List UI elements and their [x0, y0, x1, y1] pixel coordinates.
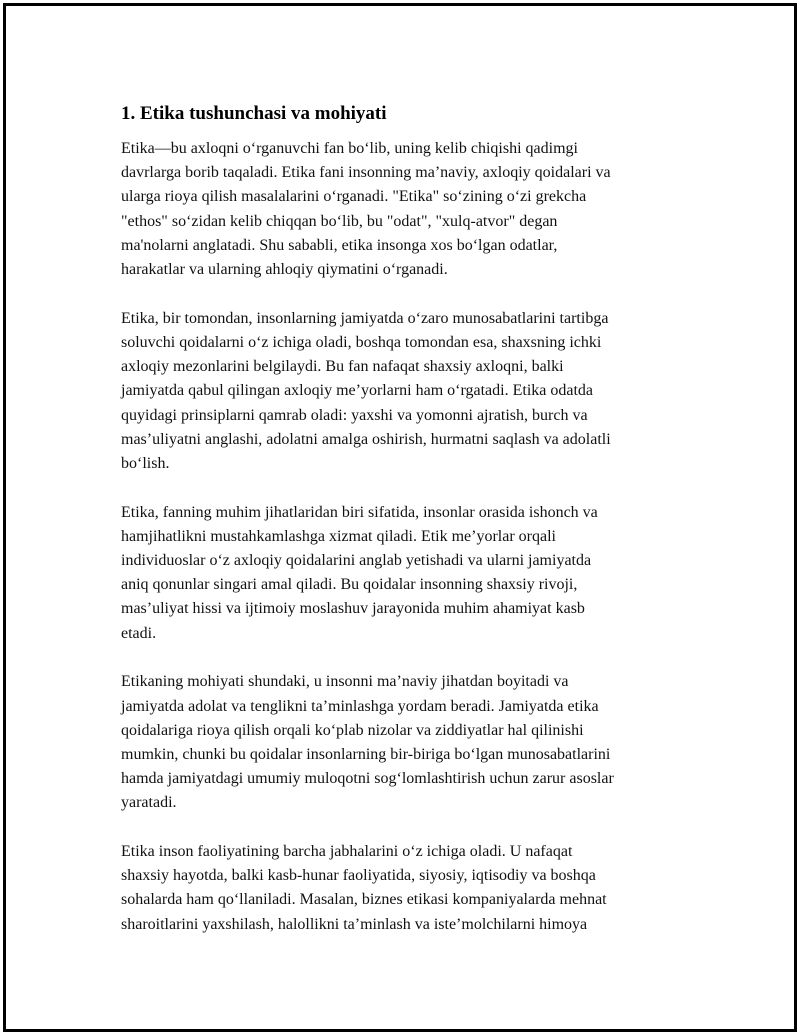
paragraph-1: Etika—bu axloqni o‘rganuvchi fan bo‘lib, uning kelib chiqishi qadimgi davrlarga borib taqaladi. Etika fani insonning ma’naviy, axloqiy qoidalari va ularga rioya qilish masalalarini o‘rganadi. "Etika" so‘zining o‘zi grekcha "ethos" so‘zidan kelib chiqqan bo‘lib, bu "odat", "xulq-atvor" degan ma'nolarni anglatadi. Shu sababli, etika insonga xos bo‘lgan odatlar, harakatlar va ularning ahloqiy qiymatini o‘rganadi.	[121, 140, 611, 279]
paragraph-5: Etika inson faoliyatining barcha jabhalarini o‘z ichiga oladi. U nafaqat shaxsiy hayotda, balki kasb-hunar faoliyatida, siyosiy, iqtisodiy va boshqa sohalarda ham qo‘llaniladi. Masalan, biznes etikasi kompaniyalarda mehnat sharoitlarini yaxshilash, halollikni ta’minlash va iste’molchilarni himoya	[121, 843, 607, 933]
paragraph-4: Etikaning mohiyati shundaki, u insonni ma’naviy jihatdan boyitadi va jamiyatda adolat va tenglikni ta’minlashga yordam beradi. Jamiyatda etika qoidalariga rioya qilish orqali ko‘plab nizolar va ziddiyatlar hal qilinishi mumkin, chunki bu qoidalar insonlarning bir-biriga bo‘lgan munosabatlarini hamda jamiyatdagi umumiy muloqotni sog‘lomlashtirish uchun zarur asoslar yaratadi.	[121, 673, 614, 812]
paragraph-3: Etika, fanning muhim jihatlaridan biri sifatida, insonlar orasida ishonch va hamjihatlikni mustahkamlashga xizmat qiladi. Etik me’yorlar orqali individuoslar o‘z axloqiy qoidalarini anglab yetishadi va ularni jamiyatda aniq qonunlar singari amal qiladi. Bu qoidalar insonning shaxsiy rivoji, mas’uliyat hissi va ijtimoiy moslashuv jarayonida muhim ahamiyat kasb etadi.	[121, 503, 598, 642]
section-heading: 1. Etika tushunchasi va mohiyati	[121, 103, 387, 124]
paragraph-2: Etika, bir tomondan, insonlarning jamiyatda o‘zaro munosabatlarini tartibga soluvchi qoidalarni o‘z ichiga oladi, boshqa tomondan esa, shaxsning ichki axloqiy mezonlarini belgilaydi. Bu fan nafaqat shaxsiy axloqni, balki jamiyatda qabul qilingan axloqiy me’yorlarni ham o‘rgatadi. Etika odatda quyidagi prinsiplarni qamrab oladi: yaxshi va yomonni ajratish, burch va mas’uliyatni anglashi, adolatni amalga oshirish, hurmatni saqlash va adolatli bo‘lish.	[121, 309, 611, 472]
document-body	[121, 102, 696, 961]
page-frame	[3, 3, 797, 1032]
